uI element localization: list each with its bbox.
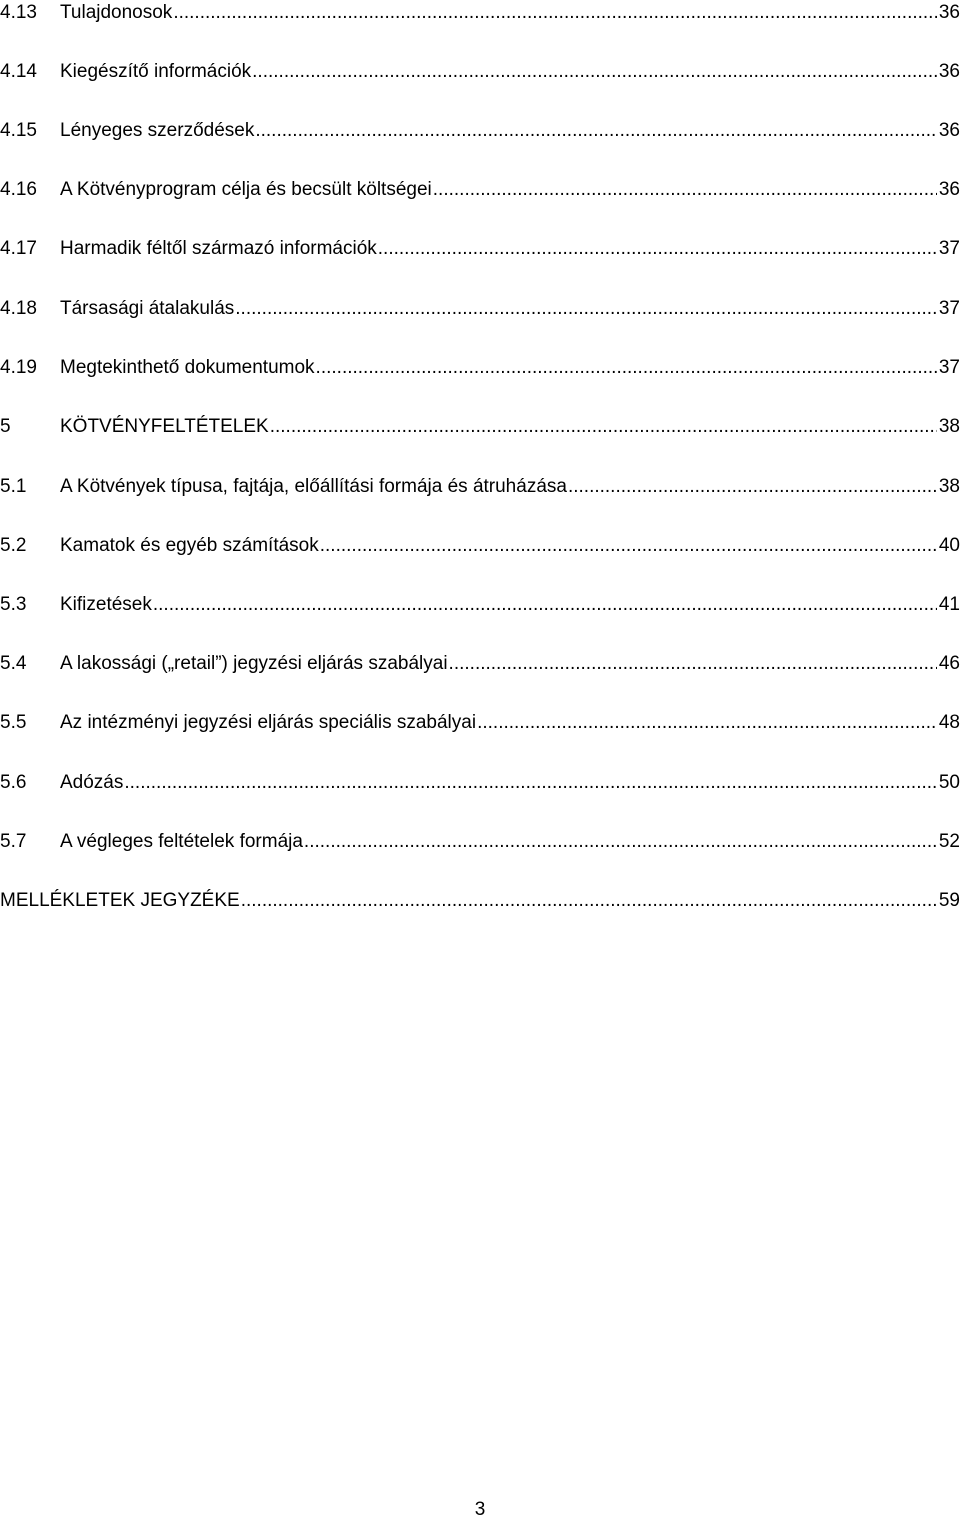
toc-entry-page: 37 xyxy=(938,238,960,259)
toc-entry-title: Az intézményi jegyzési eljárás speciális szabályai xyxy=(60,712,477,733)
toc-dot-leader xyxy=(320,533,937,559)
toc-entry-page: 36 xyxy=(938,2,960,23)
toc-dot-leader xyxy=(235,296,937,322)
toc-entry-page: 40 xyxy=(938,535,960,556)
toc-entry-page: 36 xyxy=(938,179,960,200)
toc-dot-leader xyxy=(477,710,937,736)
page-number: 3 xyxy=(474,1499,486,1520)
toc-entry-number: 4.13 xyxy=(0,2,37,23)
toc-entry-title: A Kötvények típusa, fajtája, előállítási formája és átruházása xyxy=(60,476,567,497)
toc-entry[interactable] xyxy=(0,592,960,618)
toc-entry-page: 50 xyxy=(938,772,960,793)
toc-entry[interactable] xyxy=(0,355,960,381)
toc-entry[interactable] xyxy=(0,533,960,559)
toc-entry-title: Megtekinthető dokumentumok xyxy=(60,357,315,378)
toc-entry[interactable] xyxy=(0,296,960,322)
toc-entry-page: 52 xyxy=(938,831,960,852)
toc-entry-number: 5.7 xyxy=(0,831,27,852)
toc-dot-leader xyxy=(153,592,937,618)
toc-entry-title: MELLÉKLETEK JEGYZÉKE xyxy=(0,890,240,911)
toc-dot-leader xyxy=(173,0,937,26)
toc-entry[interactable] xyxy=(0,651,960,677)
toc-entry-number: 5 xyxy=(0,416,11,437)
toc-entry-page: 46 xyxy=(938,653,960,674)
toc-dot-leader xyxy=(252,59,937,85)
toc-entry-page: 37 xyxy=(938,298,960,319)
toc-entry-page: 59 xyxy=(938,890,960,911)
toc-entry-number: 4.17 xyxy=(0,238,37,259)
toc-dot-leader xyxy=(378,236,937,262)
toc-entry[interactable] xyxy=(0,0,960,26)
toc-entry-title: Harmadik féltől származó információk xyxy=(60,238,377,259)
toc-entry-title: Kamatok és egyéb számítások xyxy=(60,535,319,556)
toc-dot-leader xyxy=(316,355,937,381)
toc-entry-number: 5.6 xyxy=(0,772,27,793)
toc-dot-leader xyxy=(304,829,937,855)
toc-entry-title: A Kötvényprogram célja és becsült költségei xyxy=(60,179,432,200)
toc-entry[interactable] xyxy=(0,118,960,144)
toc-entry-page: 41 xyxy=(938,594,960,615)
toc-entry-title: Lényeges szerződések xyxy=(60,120,255,141)
toc-entry-title: Társasági átalakulás xyxy=(60,298,235,319)
toc-entry[interactable] xyxy=(0,236,960,262)
toc-entry[interactable] xyxy=(0,474,960,500)
toc-entry-page: 38 xyxy=(938,476,960,497)
toc-dot-leader xyxy=(433,177,937,203)
toc-dot-leader xyxy=(568,474,937,500)
toc-dot-leader xyxy=(124,770,936,796)
toc-dot-leader xyxy=(241,888,937,914)
toc-entry-number: 5.5 xyxy=(0,712,27,733)
toc-entry-page: 37 xyxy=(938,357,960,378)
toc-entry-page: 38 xyxy=(938,416,960,437)
toc-entry-number: 5.4 xyxy=(0,653,27,674)
toc-entry[interactable] xyxy=(0,177,960,203)
toc-entry[interactable] xyxy=(0,770,960,796)
toc-entry-number: 5.1 xyxy=(0,476,27,497)
toc-entry-number: 5.2 xyxy=(0,535,27,556)
toc-entry[interactable] xyxy=(0,710,960,736)
toc-entry-number: 4.16 xyxy=(0,179,37,200)
toc-entry-appendix[interactable] xyxy=(0,888,960,914)
toc-entry-title: A lakossági („retail”) jegyzési eljárás szabályai xyxy=(60,653,448,674)
toc-entry-page: 48 xyxy=(938,712,960,733)
toc-entry-title: A végleges feltételek formája xyxy=(60,831,303,852)
toc-entry-number: 5.3 xyxy=(0,594,27,615)
toc-entry-title: Tulajdonosok xyxy=(60,2,173,23)
toc-entry[interactable] xyxy=(0,59,960,85)
toc-entry[interactable] xyxy=(0,829,960,855)
toc-dot-leader xyxy=(270,414,937,440)
toc-dot-leader xyxy=(449,651,937,677)
toc-entry-title: KÖTVÉNYFELTÉTELEK xyxy=(60,416,269,437)
toc-entry-title: Kifizetések xyxy=(60,594,152,615)
toc-entry[interactable] xyxy=(0,414,960,440)
toc-entry-title: Adózás xyxy=(60,772,124,793)
toc-dot-leader xyxy=(255,118,937,144)
toc-entry-number: 4.18 xyxy=(0,298,37,319)
toc-entry-page: 36 xyxy=(938,61,960,82)
toc-entry-page: 36 xyxy=(938,120,960,141)
toc-entry-number: 4.14 xyxy=(0,61,37,82)
toc-entry-number: 4.15 xyxy=(0,120,37,141)
toc-entry-number: 4.19 xyxy=(0,357,37,378)
toc-entry-title: Kiegészítő információk xyxy=(60,61,252,82)
